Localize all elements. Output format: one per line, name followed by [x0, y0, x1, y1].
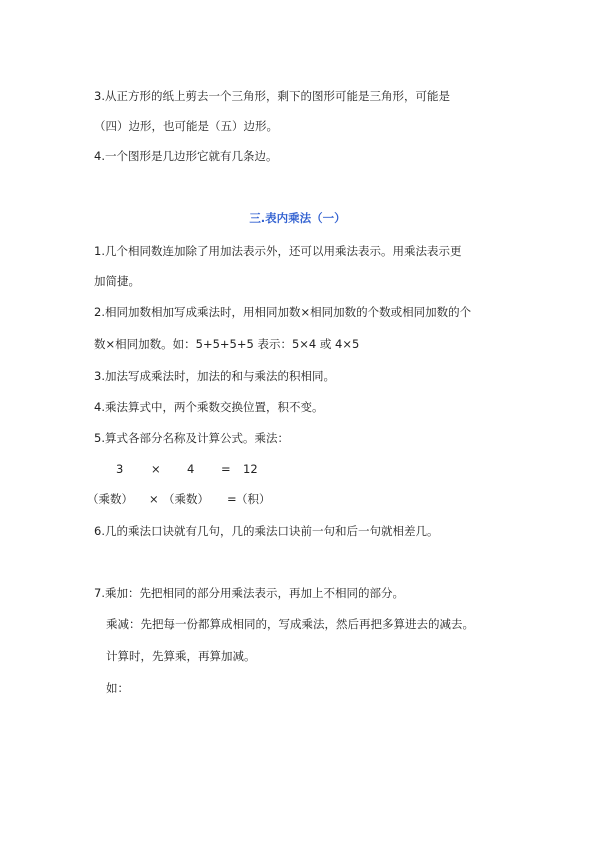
text-line: 1.几个相同数连加除了用加法表示外，还可以用乘法表示。用乘法表示更 — [94, 244, 462, 258]
formula-term-name: （乘数） — [87, 492, 133, 506]
text-line: 5.算式各部分名称及计算公式。乘法： — [94, 431, 289, 445]
formula-number: 4 — [187, 462, 195, 476]
formula-operator: = — [227, 492, 237, 506]
formula-operator: = — [221, 462, 231, 476]
text-line: 3.加法写成乘法时，加法的和与乘法的积相同。 — [94, 369, 335, 383]
text-line: 4.一个图形是几边形它就有几条边。 — [94, 149, 278, 163]
text-line: 4.乘法算式中，两个乘数交换位置，积不变。 — [94, 400, 324, 414]
text-line: 如： — [106, 681, 129, 695]
formula-operator: × — [151, 462, 161, 476]
text-line: 7.乘加：先把相同的部分用乘法表示，再加上不相同的部分。 — [94, 586, 404, 600]
text-line: 乘减：先把每一份都算成相同的，写成乘法，然后再把多算进去的减去。 — [106, 617, 474, 631]
text-line: 3.从正方形的纸上剪去一个三角形，剩下的图形可能是三角形，可能是 — [94, 89, 450, 103]
formula-term-name: （乘数） — [163, 492, 209, 506]
section-heading: 三.表内乘法（一） — [249, 211, 346, 225]
formula-operator: × — [149, 492, 159, 506]
text-line: （四）边形，也可能是（五）边形。 — [94, 119, 278, 133]
text-line: 加简捷。 — [94, 274, 140, 288]
formula-number: 3 — [116, 462, 124, 476]
formula-term-name: （积） — [236, 492, 271, 506]
text-line: 6.几的乘法口诀就有几句，几的乘法口诀前一句和后一句就相差几。 — [94, 524, 439, 538]
text-line: 计算时，先算乘，再算加减。 — [106, 649, 256, 663]
formula-number: 12 — [243, 462, 258, 476]
text-line: 2.相同加数相加写成乘法时，用相同加数×相同加数的个数或相同加数的个 — [94, 305, 472, 319]
text-line: 数×相同加数。如：5+5+5+5 表示：5×4 或 4×5 — [94, 337, 360, 351]
